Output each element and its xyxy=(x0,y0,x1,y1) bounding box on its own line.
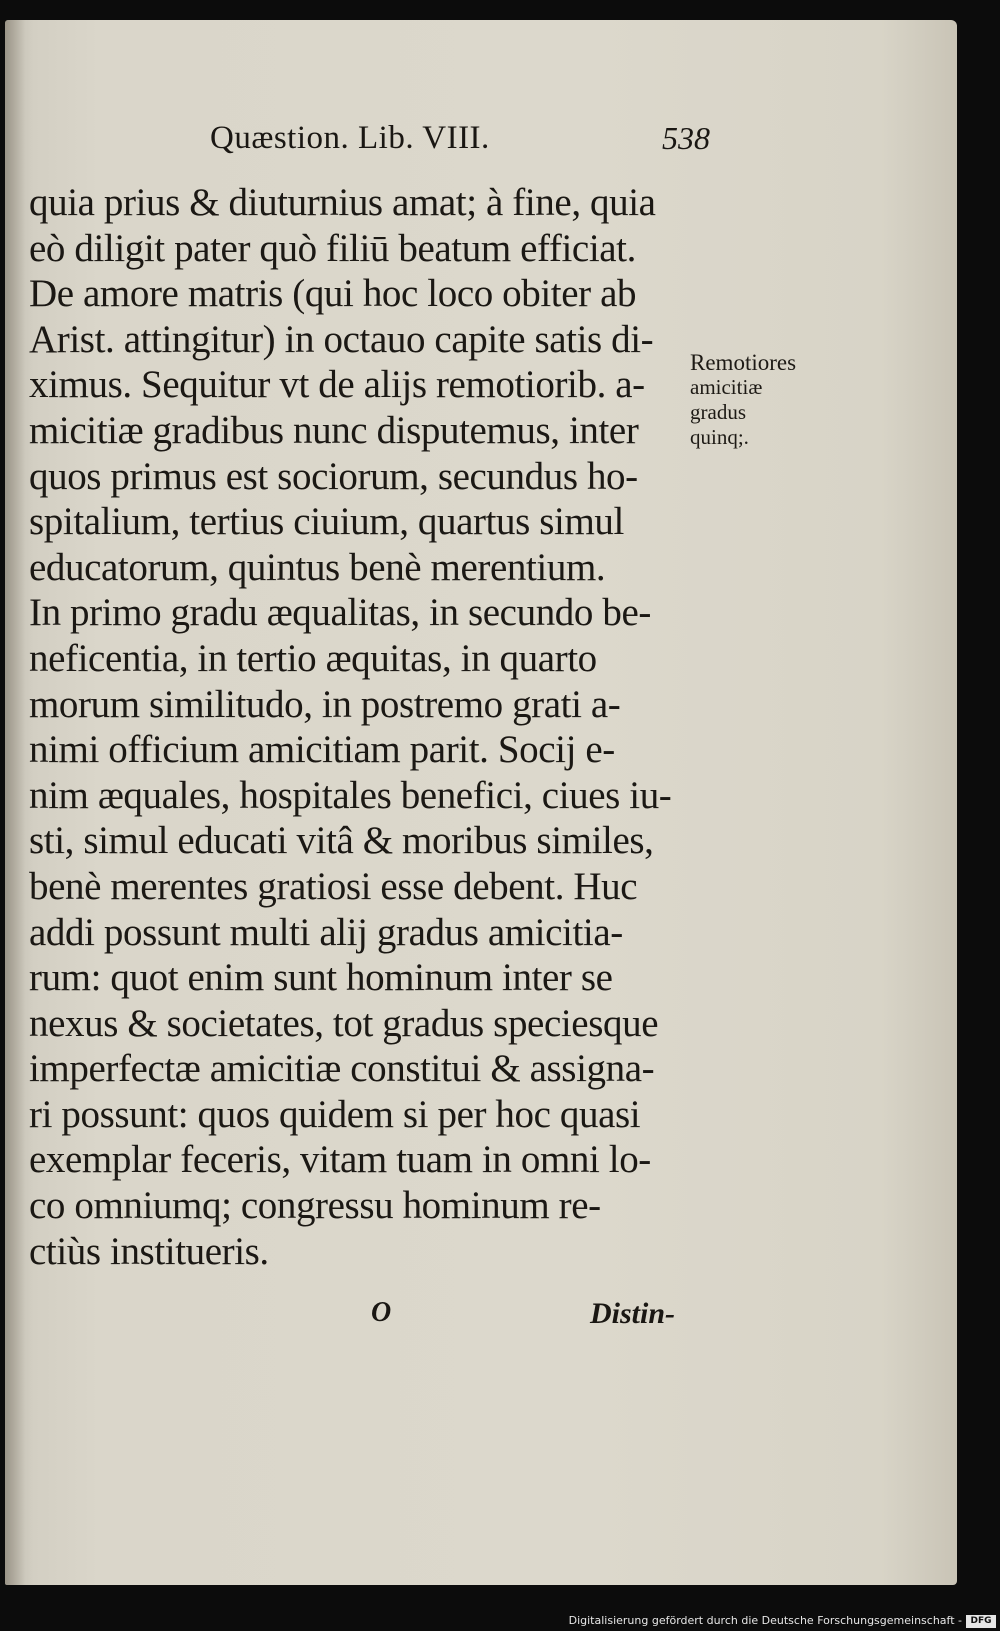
text-line: eò diligit pater quò filiū beatum efficiat. xyxy=(29,226,636,270)
page-header xyxy=(210,120,710,166)
text-line: sti, simul educati vitâ & moribus similes, xyxy=(29,819,654,863)
text-line: De amore matris (qui hoc loco obiter ab xyxy=(29,272,637,316)
text-line: addi possunt multi alij gradus amicitia- xyxy=(29,910,623,954)
text-line: quos primus est sociorum, secundus ho- xyxy=(29,454,638,498)
marginal-note-line: amicitiæ xyxy=(690,375,763,399)
text-line: micitiæ gradibus nunc disputemus, inter xyxy=(29,408,639,452)
running-head: Quæstion. Lib. VIII. xyxy=(210,120,490,156)
book-page xyxy=(5,20,957,1585)
text-line: morum similitudo, in postremo grati a- xyxy=(29,682,621,726)
catchword: Distin- xyxy=(589,1297,675,1330)
text-line: imperfectæ amicitiæ constitui & assigna- xyxy=(29,1047,655,1091)
text-line: nimi officium amicitiam parit. Socij e- xyxy=(29,728,615,772)
text-line: rum: quot enim sunt hominum inter se xyxy=(29,956,613,1000)
marginal-note xyxy=(690,350,870,450)
body-text xyxy=(29,180,719,1274)
text-line: benè merentes gratiosi esse debent. Huc xyxy=(29,864,638,908)
text-line: In primo gradu æqualitas, in secundo be- xyxy=(29,591,651,635)
marginal-note-line: quinq;. xyxy=(690,425,749,449)
text-line: educatorum, quintus benè merentium. xyxy=(29,545,606,589)
marginal-note-line: gradus xyxy=(690,400,746,424)
text-line: neficentia, in tertio æquitas, in quarto xyxy=(29,636,597,680)
text-line: ximus. Sequitur vt de alijs remotiorib. a- xyxy=(29,363,645,407)
page-number: 538 xyxy=(662,120,710,156)
signature-mark: O xyxy=(371,1297,392,1328)
page-footer xyxy=(365,1297,675,1337)
text-line: ctiùs institueris. xyxy=(29,1229,269,1273)
text-line: ri possunt: quos quidem si per hoc quasi xyxy=(29,1092,641,1136)
marginal-note-line: Remotiores xyxy=(690,350,797,375)
dfg-logo: DFG xyxy=(966,1615,996,1628)
text-line: exemplar feceris, vitam tuam in omni lo- xyxy=(29,1138,651,1182)
digitization-credit: Digitalisierung gefördert durch die Deutsche Forschungsgemeinschaft - xyxy=(568,1614,962,1627)
page-gutter-shadow xyxy=(5,20,25,1585)
text-line: nim æquales, hospitales benefici, ciues iu- xyxy=(29,773,672,817)
text-line: Arist. attingitur) in octauo capite satis di- xyxy=(29,317,654,361)
text-line: nexus & societates, tot gradus speciesque xyxy=(29,1001,659,1045)
text-line: spitalium, tertius ciuium, quartus simul xyxy=(29,500,624,544)
text-line: co omniumq; congressu hominum re- xyxy=(29,1184,601,1228)
text-line: quia prius & diuturnius amat; à fine, quia xyxy=(29,181,656,224)
